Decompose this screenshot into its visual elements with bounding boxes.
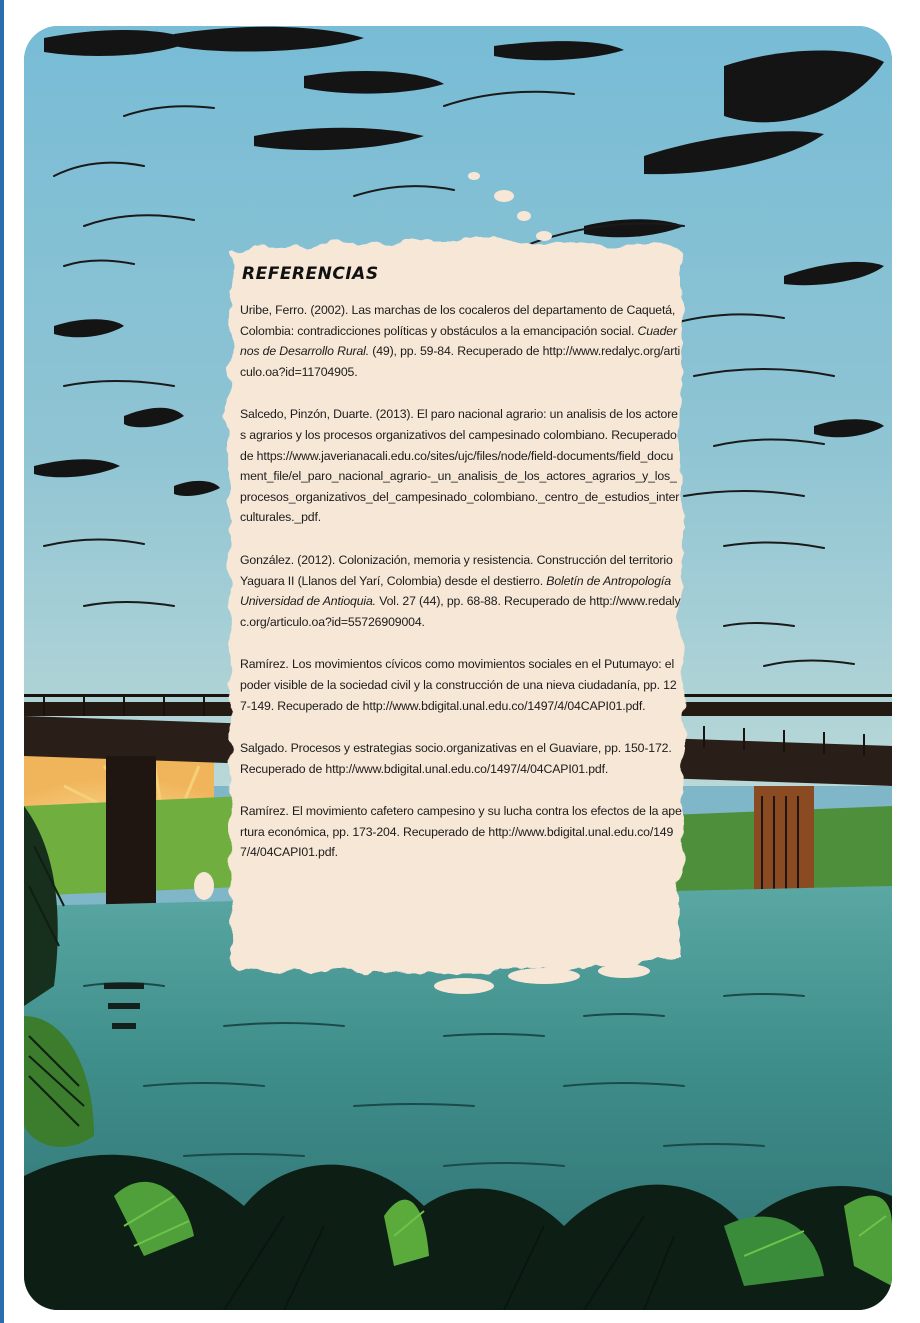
- reference-text-tail: Vol. 27 (44), pp. 68-88. Recuperado de http://www.redalyc.org/articulo.oa?id=55726909004.: [240, 594, 681, 629]
- references-list: [240, 300, 682, 863]
- reference-item: [240, 654, 682, 716]
- references-title: REFERENCIAS: [242, 264, 379, 284]
- reference-item: [240, 300, 682, 382]
- reference-text: Ramírez. Los movimientos cívicos como movimientos sociales en el Putumayo: el poder visible de la sociedad civil y la construcción de una nieva ciudadanía, pp. 127-149. Recuperado de http://www.bdigital.unal.edu.co/1497/4/04CAPI01.pdf.: [240, 657, 677, 713]
- reference-text: Uribe, Ferro. (2002). Las marchas de los cocaleros del departamento de Caquetá, Colombia: contradicciones políticas y obstáculos a la emancipación social.: [240, 303, 676, 338]
- reference-journal: Boletín de Antropología Universidad de Antioquia.: [240, 573, 671, 609]
- reference-text-tail: (49), pp. 59-84. Recuperado de http://www.redalyc.org/articulo.oa?id=11704905.: [240, 344, 681, 379]
- reference-item: [240, 738, 682, 779]
- references-card: [240, 264, 682, 885]
- reference-text: Salcedo, Pinzón, Duarte. (2013). El paro nacional agrario: un analisis de los actores agrarios y los procesos organizativos del campesinado colombiano. Recuperado de https://www.javerianacali.edu.co/sites/ujc/files/node/field-documents/field_document_file/el_paro_nacional_agrario-_un_analisis_de_los_actores_agrarios_y_los_procesos_organizativos_del_campesinado_colombiano._centro_de_estudios_interculturales._pdf.: [240, 407, 680, 525]
- reference-text: Ramírez. El movimiento cafetero campesino y su lucha contra los efectos de la apertura económica, pp. 173-204. Recuperado de http://www.bdigital.unal.edu.co/1497/4/04CAPI01.pdf.: [240, 804, 682, 860]
- reference-text: Salgado. Procesos y estrategias socio.organizativas en el Guaviare, pp. 150-172. Recuperado de http://www.bdigital.unal.edu.co/1497/4/04CAPI01.pdf.: [240, 741, 672, 776]
- reference-text: González. (2012). Colonización, memoria y resistencia. Construcción del territorio Yaguara II (Llanos del Yarí, Colombia) desde el destierro.: [240, 552, 673, 588]
- reference-journal: Cuadernos de Desarrollo Rural.: [240, 323, 677, 359]
- reference-item: [240, 404, 682, 528]
- reference-item: [240, 801, 682, 863]
- comic-panel: [24, 26, 892, 1310]
- reference-item: [240, 550, 682, 632]
- page-edge-strip: [0, 0, 4, 1323]
